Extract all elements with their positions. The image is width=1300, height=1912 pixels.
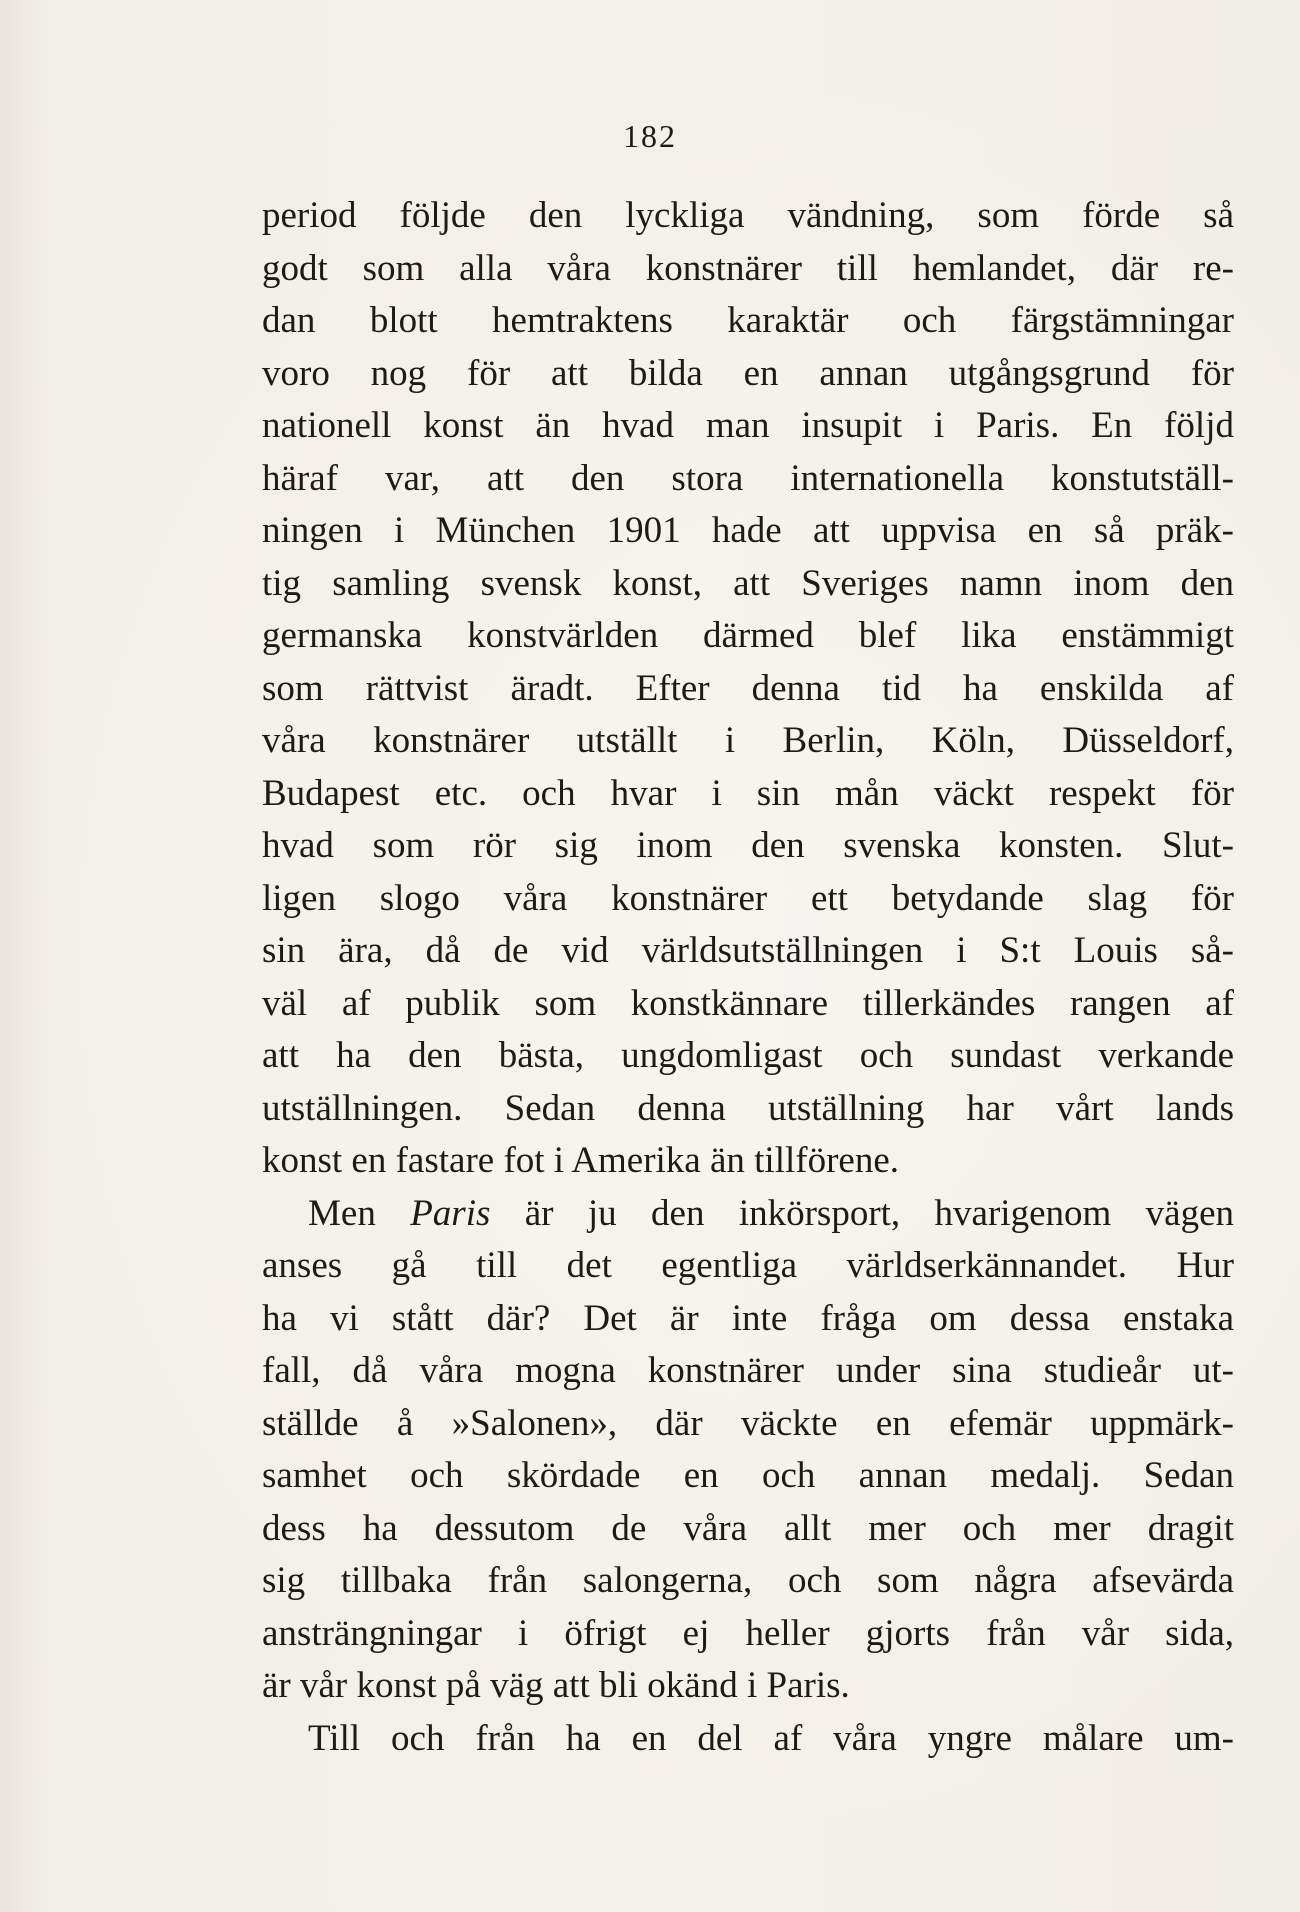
text-line-first [262, 1188, 1234, 1241]
text-line: godt som alla våra konstnärer till hemlandet, där re- [262, 247, 1234, 289]
paragraph-2 [262, 1188, 1234, 1713]
text-line: utställningen. Sedan denna utställning har vårt lands [262, 1087, 1234, 1129]
text-line: period följde den lyckliga vändning, som förde så [262, 195, 1234, 236]
italic-word: Paris [410, 1192, 491, 1234]
text-line: tig samling svensk konst, att Sveriges namn inom den [262, 562, 1234, 604]
paragraph-1 [262, 190, 1234, 1188]
text-line: nationell konst än hvad man insupit i Paris. En följd [262, 405, 1234, 446]
text-line: dan blott hemtraktens karaktär och färgstämningar [262, 300, 1234, 341]
text-line: konst en fastare fot i Amerika än tillförene. [262, 1140, 900, 1181]
text-line: germanska konstvärlden därmed blef lika enstämmigt [262, 615, 1234, 656]
page-number: 182 [623, 118, 677, 154]
text-line: dess ha dessutom de våra allt mer och mer dragit [262, 1507, 1234, 1549]
text-line: ställde å »Salonen», där väckte en efemär uppmärk- [262, 1402, 1234, 1444]
text-line: anses gå till det egentliga världserkännandet. Hur [262, 1245, 1234, 1286]
text-line: ansträngningar i öfrigt ej heller gjorts från vår sida, [262, 1612, 1234, 1654]
text-line: ningen i München 1901 hade att uppvisa en så präk- [262, 510, 1234, 551]
text-line: ha vi stått där? Det är inte fråga om dessa enstaka [262, 1297, 1234, 1339]
text-line: sin ära, då de vid världsutställningen i S:t Louis så- [262, 930, 1234, 971]
text-line: våra konstnärer utställt i Berlin, Köln, Düsseldorf, [262, 720, 1234, 761]
text-line: voro nog för att bilda en annan utgångsgrund för [262, 352, 1234, 394]
text-line: sig tillbaka från salongerna, och som några afsevärda [262, 1560, 1234, 1601]
paragraph-3 [262, 1713, 1234, 1766]
text-line: fall, då våra mogna konstnärer under sina studieår ut- [262, 1350, 1234, 1391]
text-line: ligen slogo våra konstnärer ett betydande slag för [262, 877, 1234, 919]
text-span: Men [308, 1192, 411, 1234]
text-line: samhet och skördade en och annan medalj. Sedan [262, 1455, 1234, 1496]
text-line: att ha den bästa, ungdomligast och sundast verkande [262, 1035, 1234, 1076]
text-line: hvad som rör sig inom den svenska konsten. Slut- [262, 825, 1234, 866]
text-line: Till och från ha en del af våra yngre målare um- [308, 1717, 1234, 1759]
text-line: Budapest etc. och hvar i sin mån väckt respekt för [262, 772, 1234, 814]
text-line: är vår konst på väg att bli okänd i Paris. [262, 1665, 850, 1706]
text-line: väl af publik som konstkännare tillerkändes rangen af [262, 982, 1234, 1024]
text-line: som rättvist äradt. Efter denna tid ha enskilda af [262, 667, 1234, 709]
body-text [262, 190, 1234, 1765]
text-line: häraf var, att den stora internationella konstutställ- [262, 457, 1234, 499]
text-span: är ju den inkörsport, hvarigenom vägen [490, 1192, 1234, 1234]
